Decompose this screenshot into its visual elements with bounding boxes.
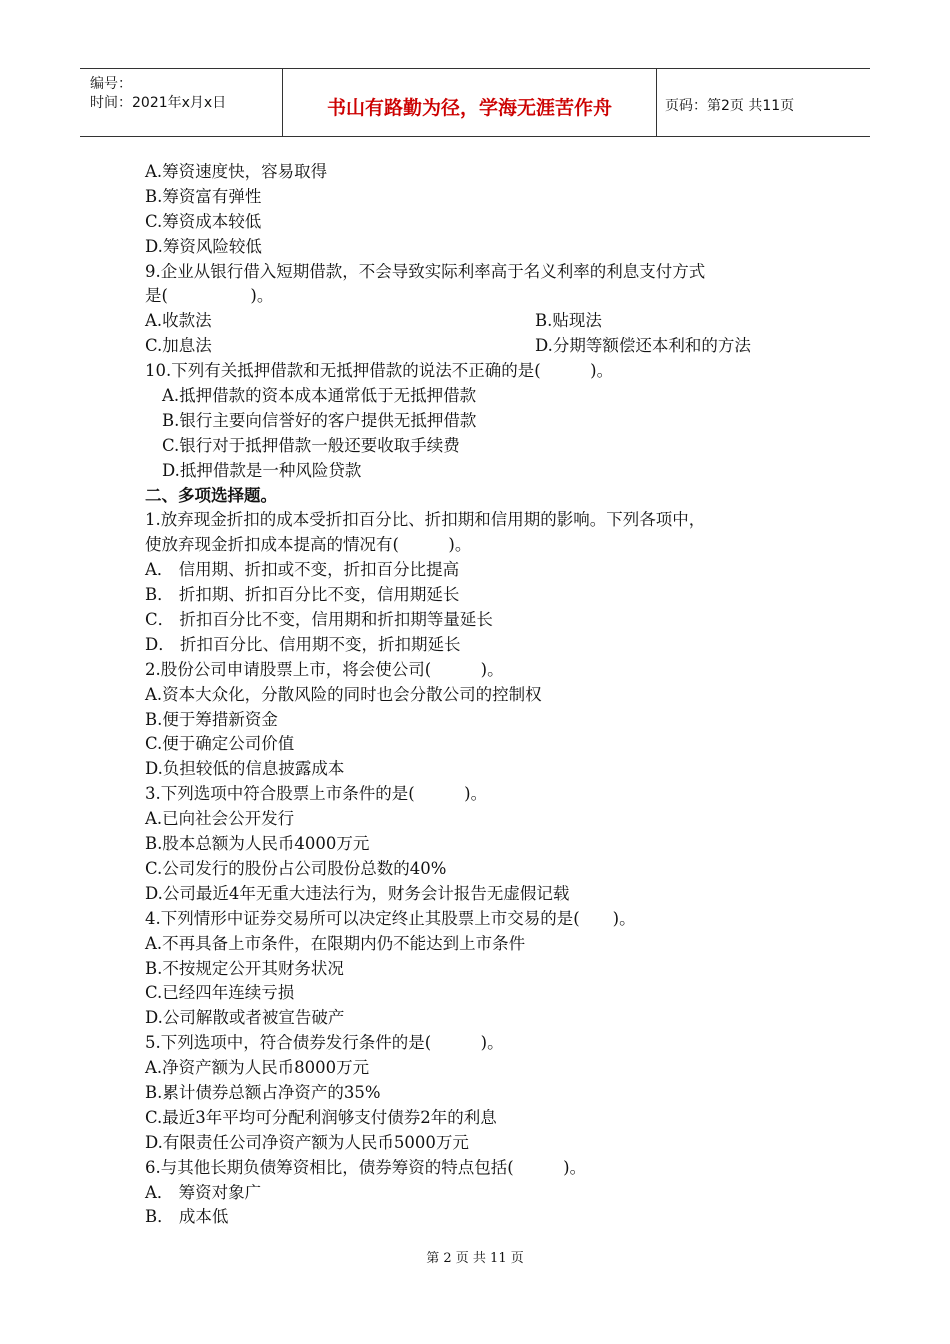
text-line [145,210,845,235]
text-line [145,1031,845,1056]
line-text: C.已经四年连续亏损 [145,983,295,1003]
line-text: A.收款法 [145,311,212,331]
line-text: B.筹资富有弹性 [145,186,262,206]
text-line [145,384,845,409]
line-text: C.筹资成本较低 [145,211,262,231]
line-text: 4.下列情形中证券交易所可以决定终止其股票上市交易的是( )。 [145,908,636,928]
line-text: 3.下列选项中符合股票上市条件的是( )。 [145,784,488,804]
text-line [145,1131,845,1156]
text-line [145,683,845,708]
line-text: B.累计债券总额占净资产的35% [145,1082,381,1102]
line-text: D.抵押借款是一种风险贷款 [162,460,362,480]
page-footer: 第 2 页 共 11 页 [426,1251,524,1266]
text-line [145,1006,845,1031]
text-line [145,633,845,658]
text-line [145,459,845,484]
line-text: A.抵押借款的资本成本通常低于无抵押借款 [162,386,477,406]
line-text: B.股本总额为人民币4000万元 [145,834,370,854]
text-line [145,533,845,558]
text-line [145,1205,845,1230]
line-text: A.不再具备上市条件，在限期内仍不能达到上市条件 [145,933,526,953]
header-motto-cell [282,69,657,136]
text-line [145,957,845,982]
line-text: 2.股份公司申请股票上市，将会使公司( )。 [145,659,504,679]
text-line [145,857,845,882]
text-line [145,284,845,309]
line-text: A.筹资速度快，容易取得 [145,162,328,181]
text-line [145,832,845,857]
text-line [145,732,845,757]
line-text: C.银行对于抵押借款一般还要收取手续费 [162,435,460,455]
section-heading [145,484,845,509]
text-line [145,334,845,359]
line-text: D.负担较低的信息披露成本 [145,759,345,779]
line-text: 使放弃现金折扣成本提高的情况有( )。 [145,535,472,555]
document-body [145,160,845,1230]
text-line [145,160,845,185]
line-text: A.已向社会公开发行 [145,809,295,829]
text-line [145,359,845,384]
text-line [145,608,845,633]
line-text: 5.下列选项中，符合债券发行条件的是( )。 [145,1033,504,1053]
line-text: B． 折扣期、折扣百分比不变，信用期延长 [145,585,460,605]
text-line [145,907,845,932]
text-line [145,309,845,334]
line-text: 9.企业从银行借入短期借款，不会导致实际利率高于名义利率的利息支付方式 [145,261,706,281]
line-text: D.筹资风险较低 [145,236,262,256]
line-text: C． 折扣百分比不变，信用期和折扣期等量延长 [145,610,493,630]
text-line [145,981,845,1006]
text-line [145,508,845,533]
text-line [145,708,845,733]
line-text: D.有限责任公司净资产额为人民币5000万元 [145,1132,469,1152]
text-line [145,185,845,210]
text-line [145,757,845,782]
line-text: B.银行主要向信誉好的客户提供无抵押借款 [162,410,477,430]
line-text: A.净资产额为人民币8000万元 [145,1058,370,1078]
line-text: A.资本大众化，分散风险的同时也会分散公司的控制权 [145,684,542,704]
line-text-right-column: B.贴现法 [535,311,602,331]
text-line [145,807,845,832]
line-text: C.最近3年平均可分配利润够支付债券2年的利息 [145,1107,497,1127]
line-text: 6.与其他长期负债筹资相比，债券筹资的特点包括( )。 [145,1157,587,1177]
text-line [145,1106,845,1131]
line-text: B． 成本低 [145,1207,229,1227]
header-page-label: 页码：第2页 共11页 [665,98,795,114]
line-text: D.公司最近4年无重大违法行为，财务会计报告无虚假记载 [145,883,570,903]
line-text: C.便于确定公司价值 [145,734,295,754]
text-line [145,882,845,907]
page-header [80,68,870,137]
text-line [145,260,845,285]
line-text: B.不按规定公开其财务状况 [145,958,344,978]
text-line [145,1181,845,1206]
line-text: C.公司发行的股份占公司股份总数的40% [145,858,447,878]
header-right-cell [655,69,870,136]
line-text: A． 信用期、折扣或不变，折扣百分比提高 [145,560,460,580]
text-line [145,1056,845,1081]
text-line [145,409,845,434]
line-text: D.公司解散或者被宣告破产 [145,1008,345,1028]
text-line [145,782,845,807]
line-text: 二、多项选择题。 [145,485,277,505]
line-text: 10.下列有关抵押借款和无抵押借款的说法不正确的是( )。 [145,361,614,381]
header-motto: 书山有路勤为径，学海无涯苦作舟 [326,97,612,119]
line-text: B.便于筹措新资金 [145,709,278,729]
text-line [145,1156,845,1181]
document-number-label: 编号： [90,76,132,92]
line-text: C.加息法 [145,336,212,356]
header-left-cell [80,69,282,136]
text-line [145,434,845,459]
text-line [145,235,845,260]
line-text: 是( )。 [145,286,274,306]
text-line [145,558,845,583]
text-line [145,1081,845,1106]
line-text: A． 筹资对象广 [145,1182,262,1202]
text-line [145,658,845,683]
line-text: D． 折扣百分比、信用期不变，折扣期延长 [145,634,461,654]
text-line [145,583,845,608]
text-line [145,932,845,957]
document-date-label: 时间：2021年x月x日 [90,95,227,111]
line-text-right-column: D.分期等额偿还本利和的方法 [535,336,751,356]
line-text: 1.放弃现金折扣的成本受折扣百分比、折扣期和信用期的影响。下列各项中， [145,510,706,530]
